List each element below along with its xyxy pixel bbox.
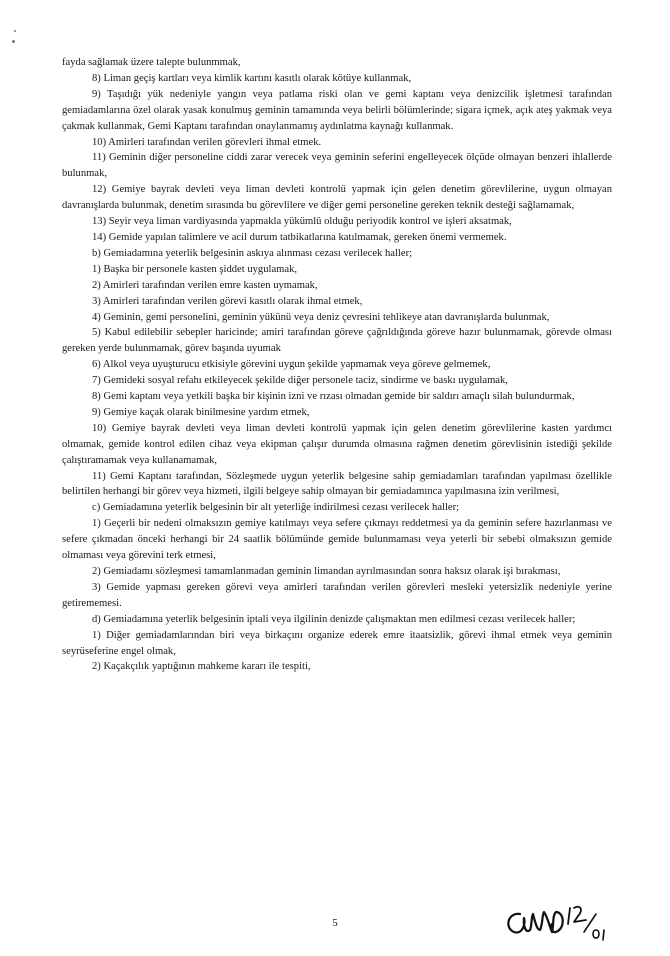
paragraph: 5) Kabul edilebilir sebepler haricinde; amiri tarafından göreve çağrıldığında göreve hazır bulunmamak, görevde olması gereken yerde bulunmamak, görev başında uyumak (62, 327, 612, 355)
paragraph: 11) Geminin diğer personeline ciddi zarar verecek veya geminin seferini engelleyecek ölçüde olmayan benzeri ihlallerde bulunmak, (62, 152, 612, 180)
paragraph: 1) Geçerli bir nedeni olmaksızın gemiye katılmayı veya sefere çıkmayı reddetmesi ya da geminin sefere hazırlanması ve sefere çıkmadan önceki herhangi bir 24 saatlik bölümünde gemide bulunmaması veya yeterli bir sebebi olmaksızın gemide olmaması veya görevini terk etmesi, (62, 518, 612, 562)
paragraph: 12) Gemiye bayrak devleti veya liman devleti kontrolü yapmak için gelen denetim görevlilerine, uygun olmayan davranışlarda bulunmak, denetim sırasında bu görevlilere ve diğer gemi personeline gereken teknik desteği sağlamamak, (62, 184, 612, 212)
handwritten-signature (500, 900, 620, 944)
paragraph: 13) Seyir veya liman vardiyasında yapmakla yükümlü olduğu periyodik kontrol ve işleri aksatmak, (92, 216, 512, 228)
paragraph: 9) Gemiye kaçak olarak binilmesine yardım etmek, (92, 406, 310, 418)
paragraph: 9) Taşıdığı yük nedeniyle yangın veya patlama riski olan ve gemi kaptanı veya denizcilik işletmesi tarafından gemiadamlarına özel olarak yasak konulmuş geminin tamamında veya belirli bölümlerinde; sigara içmek, açık ateş yakmak veya çakmak kullanmak, Gemi Kaptanı tarafından onaylanmamış aydınlatma kaynağı kullanmak. (62, 88, 612, 132)
document-body (62, 55, 612, 675)
page-number: 5 (332, 917, 338, 929)
paragraph-continuation: fayda sağlamak üzere talepte bulunmmak, (62, 57, 241, 68)
paragraph: 7) Gemideki sosyal refahı etkileyecek şekilde diğer personele taciz, sindirme ve baskı uygulamak, (92, 375, 508, 387)
paragraph: 3) Gemide yapması gereken görevi veya amirleri tarafından verilen görevleri mesleki yetersizlik nedeniyle yerine getirememesi. (62, 581, 612, 609)
paragraph: 1) Başka bir personele kasten şiddet uygulamak, (92, 263, 298, 275)
paragraph: 14) Gemide yapılan talimlere ve acil durum tatbikatlarına katılmamak, gereken önemi vermemek. (92, 231, 507, 243)
section-heading-d: d) Gemiadamına yeterlik belgesinin iptali veya ilgilinin denizde çalışmaktan men edilmesi cezası verilecek haller; (92, 613, 576, 625)
section-heading-c: c) Gemiadamına yeterlik belgesinin bir alt yeterliğe indirilmesi cezası verilecek haller; (92, 502, 460, 514)
paragraph: 4) Geminin, gemi personelini, geminin yükünü veya deniz çevresini tehlikeye atan davranışlarda bulunmak, (92, 311, 550, 323)
paragraph: 3) Amirleri tarafından verilen görevi kasıtlı olarak ihmal etmek, (92, 295, 363, 307)
paragraph: 10) Gemiye bayrak devleti veya liman devleti kontrolü yapmak için gelen denetim görevlilerine kasten yardımcı olmamak, gemide kontrol edilen cihaz veya ekipman çalışır durumda olmasına rağmen denetim görevlisinin istediği şekilde çalıştıramamak veya kullanamamak, (62, 422, 612, 466)
paragraph: 10) Amirleri tarafından verilen görevleri ihmal etmek. (92, 136, 322, 148)
scan-speck (12, 40, 15, 43)
paragraph: 2) Kaçakçılık yaptığının mahkeme kararı ile tespiti, (92, 661, 311, 673)
paragraph: 6) Alkol veya uyuşturucu etkisiyle görevini uygun şekilde yapmamak veya göreve gelmemek, (92, 359, 491, 371)
paragraph: 11) Gemi Kaptanı tarafından, Sözleşmede uygun yeterlik belgesine sahip gemiadamları tarafından yapılması özellikle belirtilen herhangi bir görev veya hizmeti, ilgili belgeye sahip olmayan bir gemiadamınca yapılmasına izin verilmesi, (62, 470, 612, 498)
section-heading-b: b) Gemiadamına yeterlik belgesinin askıya alınması cezası verilecek haller; (92, 247, 413, 259)
paragraph: 8) Gemi kaptanı veya yetkili başka bir kişinin izni ve rızası olmadan gemide bir saldırı amaçlı silah bulundurmak, (92, 391, 575, 403)
paragraph: 2) Gemiadamı sözleşmesi tamamlanmadan geminin limandan ayrılmasından sonra haksız olarak işi bırakması, (92, 566, 561, 577)
scan-speck (14, 30, 16, 32)
paragraph: 1) Diğer gemiadamlarından biri veya birkaçını organize ederek emre itaatsizlik, görevi ihmal etmek veya geminin seyrüseferine engel olmak, (62, 629, 612, 657)
paragraph: 8) Liman geçiş kartları veya kimlik kartını kasıtlı olarak kötüye kullanmak, (92, 72, 412, 84)
paragraph: 2) Amirleri tarafından verilen emre kasten uymamak, (92, 279, 318, 291)
